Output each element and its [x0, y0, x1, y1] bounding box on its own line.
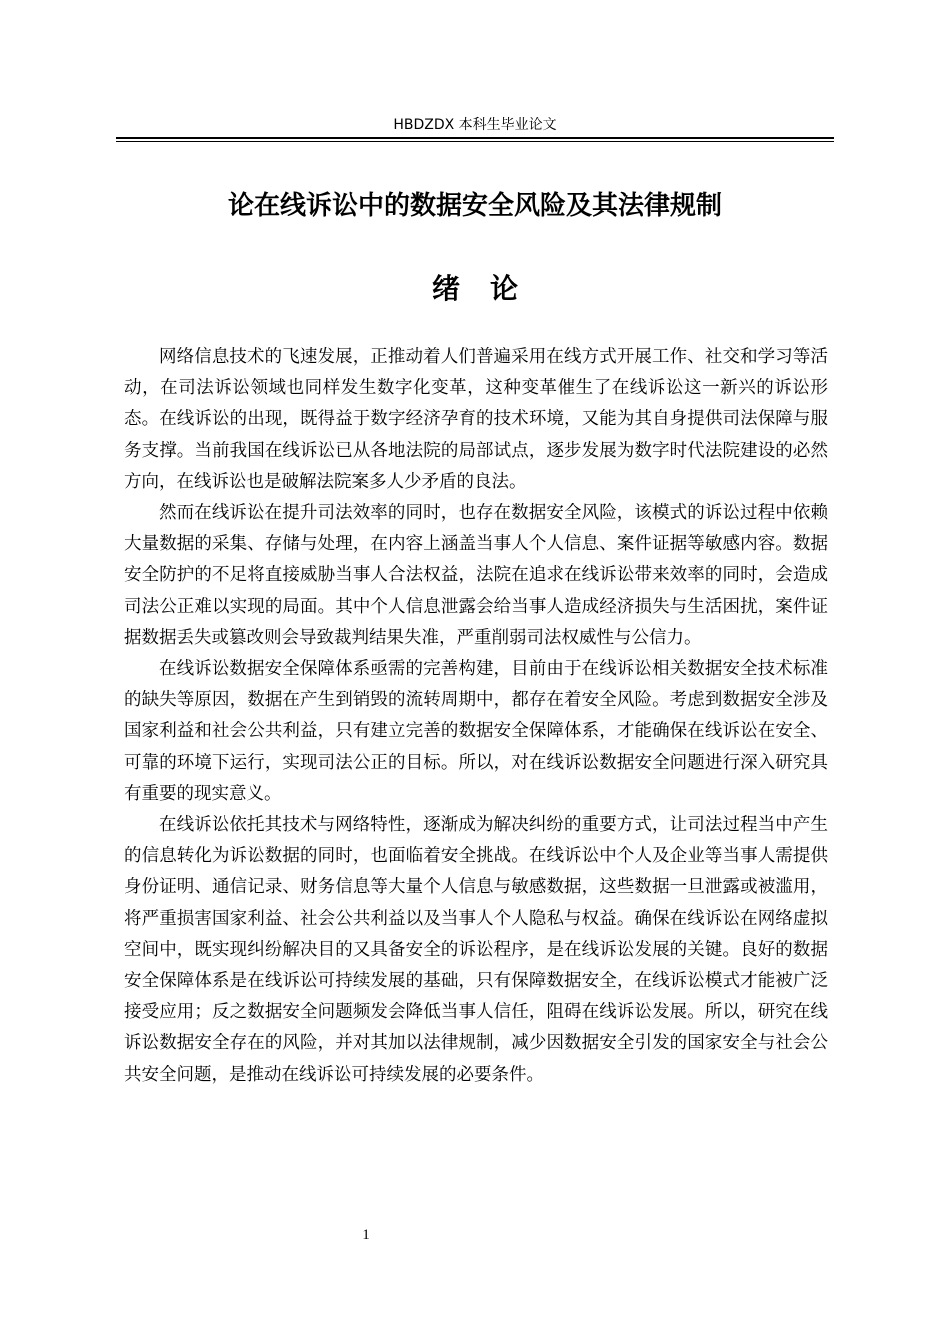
- running-header: HBDZDX 本科生毕业论文: [393, 117, 557, 133]
- document-title: 论在线诉讼中的数据安全风险及其法律规制: [227, 191, 722, 221]
- header-rule-thin: [116, 141, 834, 142]
- paragraph-2: 然而在线诉讼在提升司法效率的同时，也存在数据安全风险，该模式的诉讼过程中依赖大量数据的采集、存储与处理，在内容上涵盖当事人个人信息、案件证据等敏感内容。数据安全防护的不足将直接威胁当事人合法权益，法院在追求在线诉讼带来效率的同时，会造成司法公正难以实现的局面。其中个人信息泄露会给当事人造成经济损失与生活困扰，案件证据数据丢失或篡改则会导致裁判结果失准，严重削弱司法权威性与公信力。: [124, 503, 828, 648]
- paragraph-4: 在线诉讼依托其技术与网络特性，逐渐成为解决纠纷的重要方式，让司法过程当中产生的信息转化为诉讼数据的同时，也面临着安全挑战。在线诉讼中个人及企业等当事人需提供身份证明、通信记录、财务信息等大量个人信息与敏感数据，这些数据一旦泄露或被滥用，将严重损害国家利益、社会公共利益以及当事人个人隐私与权益。确保在线诉讼在网络虚拟空间中，既实现纠纷解决目的又具备安全的诉讼程序，是在线诉讼发展的关键。良好的数据安全保障体系是在线诉讼可持续发展的基础，只有保障数据安全，在线诉讼模式才能被广泛接受应用；反之数据安全问题频发会降低当事人信任，阻碍在线诉讼发展。所以，研究在线诉讼数据安全存在的风险，并对其加以法律规制，减少因数据安全引发的国家安全与社会公共安全问题，是推动在线诉讼可持续发展的必要条件。: [124, 815, 828, 1085]
- paragraph-1: 网络信息技术的飞速发展，正推动着人们普遍采用在线方式开展工作、社交和学习等活动，在司法诉讼领域也同样发生数字化变革，这种变革催生了在线诉讼这一新兴的诉讼形态。在线诉讼的出现，既得益于数字经济孕育的技术环境，又能为其自身提供司法保障与服务支撑。当前我国在线诉讼已从各地法院的局部试点，逐步发展为数字时代法院建设的必然方向，在线诉讼也是破解法院案多人少矛盾的良法。: [124, 347, 828, 492]
- header-rule: [116, 137, 834, 139]
- page-number: 1: [362, 1227, 370, 1243]
- section-heading: 绪论: [431, 272, 548, 305]
- paragraph-3: 在线诉讼数据安全保障体系亟需的完善构建，目前由于在线诉讼相关数据安全技术标准的缺失等原因，数据在产生到销毁的流转周期中，都存在着安全风险。考虑到数据安全涉及国家利益和社会公共利益，只有建立完善的数据安全保障体系，才能确保在线诉讼在安全、可靠的环境下运行，实现司法公正的目标。所以，对在线诉讼数据安全问题进行深入研究具有重要的现实意义。: [124, 659, 828, 804]
- body-text: [124, 342, 828, 1091]
